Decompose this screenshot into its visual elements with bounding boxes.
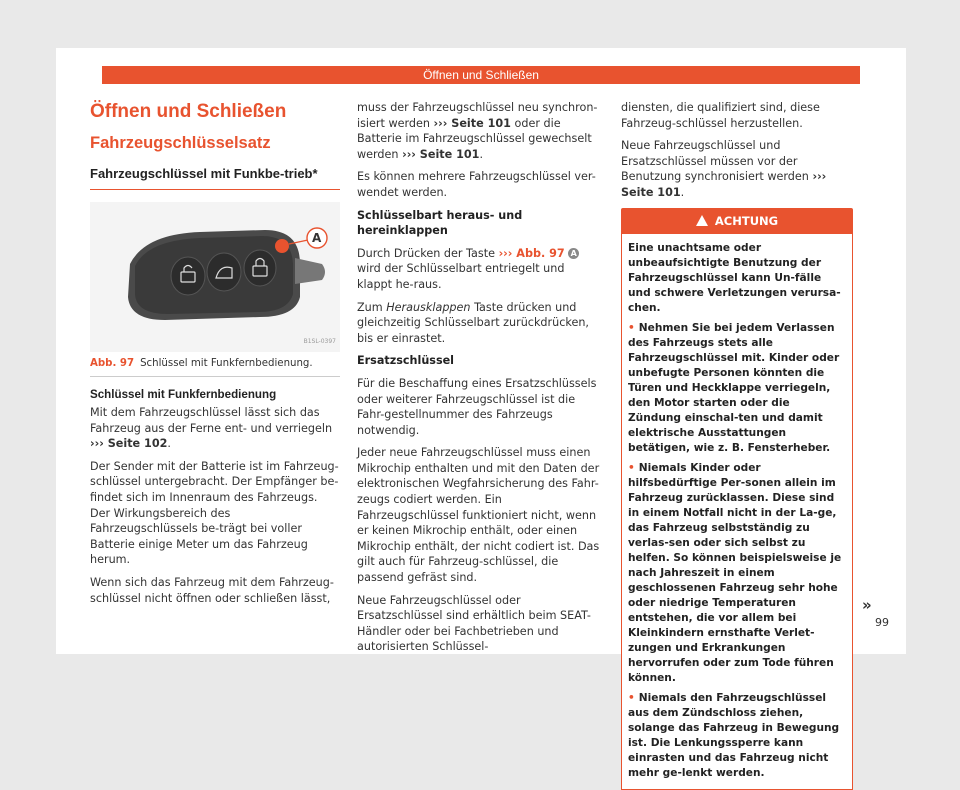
text: muss der Fahrzeugschlüssel neu synchron-isiert werden <box>357 101 598 130</box>
paragraph <box>357 100 601 162</box>
paragraph <box>357 300 601 347</box>
paragraph: Der Sender mit der Batterie ist im Fahrzeug-schlüssel untergebracht. Der Empfänger be-findet sich im Innenraum des Fahrzeugs. Der Wirkungsbereich des Fahrzeugschlüssels be-trägt bei voller Batterie einige Meter um das Fahrzeug herum. <box>90 459 339 567</box>
figure-reference-link[interactable]: ››› Abb. 97 <box>498 246 565 260</box>
text: Zum <box>357 300 387 314</box>
paragraph <box>357 246 601 293</box>
bullet-icon: • <box>628 321 635 334</box>
heading-key-blade: Schlüsselbart heraus- und hereinklappen <box>357 208 523 238</box>
subsection-title: Fahrzeugschlüssel mit Funkbe-trieb* <box>90 166 318 181</box>
paragraph <box>90 405 340 452</box>
bullet-icon: • <box>628 691 635 704</box>
section-divider <box>90 189 340 190</box>
warning-intro: Eine unachtsame oder unbeaufsichtigte Benutzung der Fahrzeugschlüssel kann Un-fälle und schwere Verletzungen verursa-chen. <box>628 241 841 314</box>
text: Durch Drücken der Taste <box>357 246 499 260</box>
paragraph: Jeder neue Fahrzeugschlüssel muss einen Mikrochip enthalten und mit den Daten der elektronischen Wegfahrsicherung des Fahr-zeugs codiert werden. Ein Fahrzeugschlüssel funktioniert nicht, wenn er keinen Mikrochip enthält, oder einen Mikrochip enthält, der nicht codiert ist. Das gilt auch für Fahrzeug-schlüssel, die passend gefräst sind. <box>357 446 600 585</box>
warning-header <box>621 208 853 234</box>
warning-item <box>628 691 846 781</box>
text: Niemals den Fahrzeugschlüssel aus dem Zündschloss ziehen, solange das Fahrzeug in Bewegung ist. Die Lenkungssperre kann einrasten und das Fahrzeug nicht mehr ge-lenkt werden. <box>628 691 840 779</box>
column-2 <box>357 100 601 662</box>
callout-a-badge: A <box>568 248 579 259</box>
section-title: Fahrzeugschlüsselsatz <box>90 134 271 152</box>
text: oder die Batterie im Fahrzeugschlüssel gewechselt werden <box>357 116 592 161</box>
warning-title: ACHTUNG <box>714 213 779 228</box>
page-reference-link[interactable]: ››› Seite 101 <box>433 116 511 130</box>
page-reference-link[interactable]: ››› Seite 101 <box>621 170 827 199</box>
paragraph: Neue Fahrzeugschlüssel oder Ersatzschlüssel sind erhältlich beim SEAT-Händler oder bei Fachbetrieben und autorisierten Schlüssel- <box>357 593 591 654</box>
text: Taste drücken und gleichzeitig Schlüsselbart zurückdrücken, bis er einrastet. <box>357 300 589 345</box>
page-number: 99 <box>875 616 889 629</box>
text: Niemals Kinder oder hilfsbedürftige Per-sonen allein im Fahrzeug zurücklassen. Diese sind in einem Notfall nicht in der La-ge, das Fahrzeug selbstständig zu verlas-sen oder sich selbst zu helfen. So können beispielsweise je nach Jahreszeit in einem geschlossenen Fahrzeug sehr hohe oder niedrige Temperaturen entstehen, die vor allem bei Kleinkindern ernsthafte Verlet-zungen und Erkrankungen hervorrufen oder zum Tode führen können. <box>628 461 842 684</box>
heading-spare-key: Ersatzschlüssel <box>357 354 455 368</box>
page-reference-link[interactable]: ››› Seite 102 <box>90 437 168 451</box>
running-header: Öffnen und Schließen <box>102 66 860 84</box>
caption-label: Abb. 97 <box>90 358 135 369</box>
text: Neue Fahrzeugschlüssel und Ersatzschlüssel müssen vor der Benutzung synchronisiert werden <box>621 139 813 184</box>
text-italic: Herausklappen <box>386 300 471 314</box>
paragraph: Wenn sich das Fahrzeug mit dem Fahrzeug-schlüssel nicht öffnen oder schließen lässt, <box>90 575 334 605</box>
page-title: Öffnen und Schließen <box>90 101 287 122</box>
warning-triangle-icon <box>696 215 708 226</box>
warning-item <box>628 461 846 686</box>
warning-box <box>621 208 853 790</box>
caption-text: Schlüssel mit Funkfernbedienung. <box>140 358 313 369</box>
paragraph: diensten, die qualifiziert sind, diese Fahrzeug-schlüssel herzustellen. <box>621 101 820 130</box>
continued-marker: » <box>862 596 872 614</box>
paragraph <box>621 138 853 200</box>
column-1 <box>90 100 340 613</box>
paragraph: Es können mehrere Fahrzeugschlüssel ver-wendet werden. <box>357 170 596 199</box>
heading-remote-key: Schlüssel mit Funkfernbedienung <box>90 388 277 401</box>
figure-caption <box>90 357 340 377</box>
figure-callout-a: A <box>312 231 322 245</box>
figure-key-remote <box>90 202 340 352</box>
text: . <box>479 147 484 161</box>
page-reference-link[interactable]: ››› Seite 101 <box>402 147 480 161</box>
column-3 <box>621 100 853 790</box>
text: Nehmen Sie bei jedem Verlassen des Fahrzeugs stets alle Fahrzeugschlüssel mit. Kinder oder unbefugte Personen könnten die Türen und Heckklappe verriegeln, den Motor starten oder die Zündung einschal-ten und damit elektrische Ausstattungen betätigen, wie z. B. Fensterheber. <box>628 321 840 454</box>
text: Mit dem Fahrzeugschlüssel lässt sich das Fahrzeug aus der Ferne ent- und verriegeln <box>90 406 333 435</box>
bullet-icon: • <box>628 461 635 474</box>
text: . <box>680 185 685 199</box>
paragraph: Für die Beschaffung eines Ersatzschlüssels oder weiterer Fahrzeugschlüssel ist die Fahr-gestellnummer des Fahrzeugs notwendig. <box>357 376 597 437</box>
key-illustration <box>90 202 340 352</box>
figure-code: B1SL-0397 <box>303 338 336 346</box>
warning-item <box>628 321 846 456</box>
text: . <box>167 437 171 451</box>
text: wird der Schlüsselbart entriegelt und klappt he-raus. <box>357 262 565 291</box>
warning-body <box>621 234 853 790</box>
